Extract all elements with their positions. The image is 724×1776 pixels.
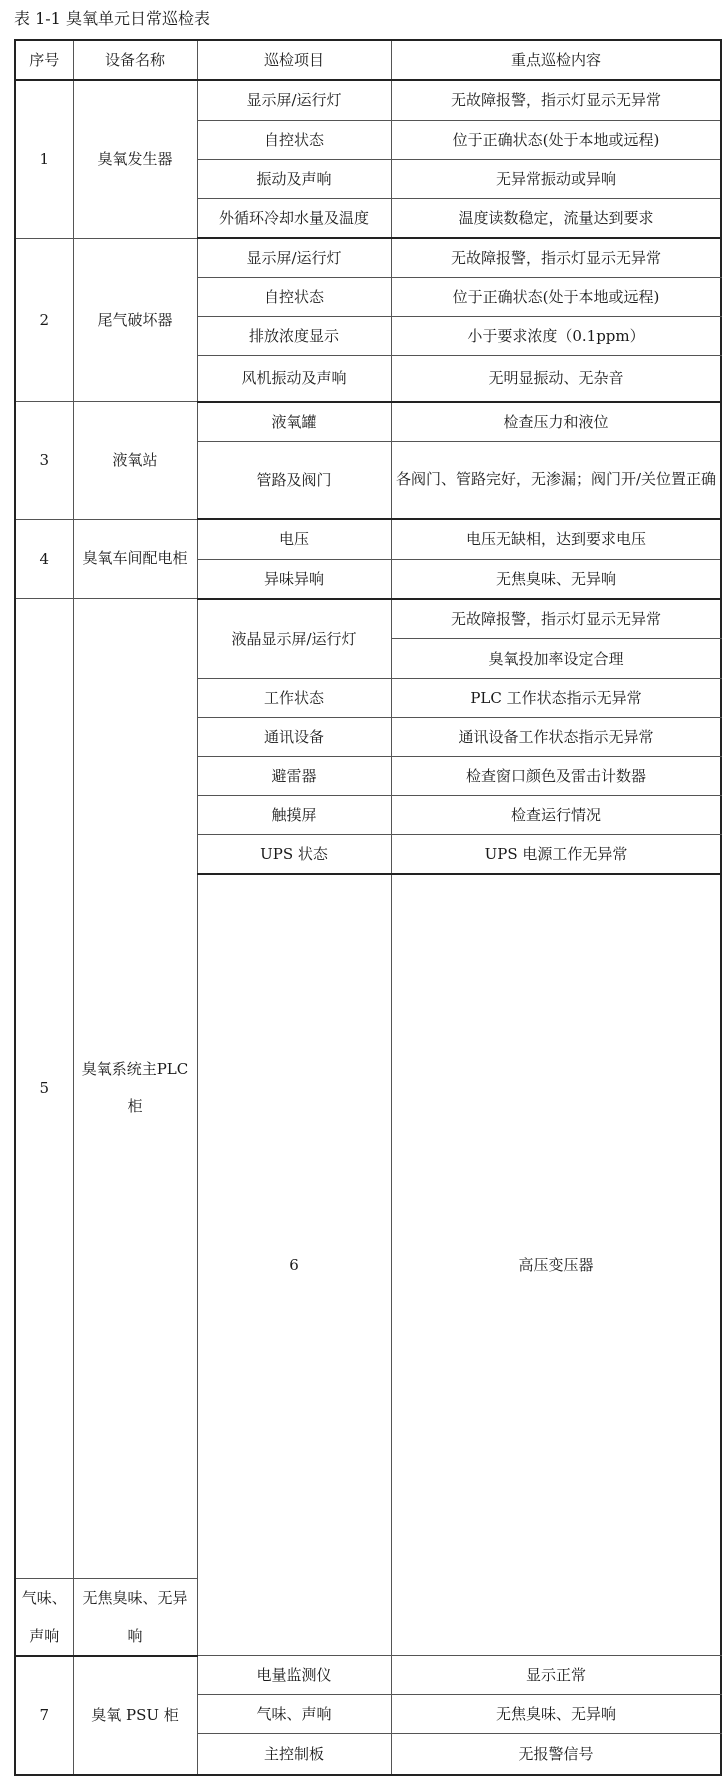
- inspection-content: 检查运行情况: [391, 796, 721, 835]
- inspection-item: 风机振动及声响: [197, 356, 391, 402]
- inspection-item: 电压: [197, 519, 391, 559]
- inspection-item: 通讯设备: [197, 718, 391, 757]
- row-number: 7: [15, 1656, 73, 1775]
- row-number: 4: [15, 519, 73, 599]
- inspection-item: 避雷器: [197, 757, 391, 796]
- device-name: 臭氧车间配电柜: [73, 519, 197, 599]
- inspection-content: 无焦臭味、无异响: [391, 1695, 721, 1734]
- header-row: [15, 40, 721, 80]
- inspection-content: 臭氧投加率设定合理: [391, 639, 721, 679]
- inspection-item: 显示屏/运行灯: [197, 238, 391, 278]
- row-number: 2: [15, 238, 73, 402]
- inspection-content: 小于要求浓度（0.1ppm）: [391, 317, 721, 356]
- inspection-item: 气味、声响: [15, 1578, 73, 1656]
- header-content: 重点巡检内容: [391, 40, 721, 80]
- inspection-item: UPS 状态: [197, 835, 391, 875]
- inspection-item: 振动及声响: [197, 159, 391, 198]
- inspection-item: 液氧罐: [197, 402, 391, 442]
- inspection-item: 触摸屏: [197, 796, 391, 835]
- inspection-item: 排放浓度显示: [197, 317, 391, 356]
- inspection-item: 电量监测仪: [197, 1656, 391, 1695]
- device-name: 高压变压器: [391, 874, 721, 1656]
- inspection-item: 液晶显示屏/运行灯: [197, 599, 391, 679]
- table-row: [15, 519, 721, 559]
- inspection-content: 通讯设备工作状态指示无异常: [391, 718, 721, 757]
- row-number: 6: [197, 874, 391, 1656]
- inspection-content: 电压无缺相，达到要求电压: [391, 519, 721, 559]
- device-name: 液氧站: [73, 402, 197, 520]
- table-row: [15, 80, 721, 120]
- inspection-content: 温度读数稳定，流量达到要求: [391, 198, 721, 238]
- table-caption: 表 1-1 臭氧单元日常巡检表: [14, 9, 210, 28]
- device-name: 尾气破坏器: [73, 238, 197, 402]
- inspection-table: [14, 39, 722, 1776]
- inspection-item: 主控制板: [197, 1734, 391, 1775]
- row-number: 1: [15, 80, 73, 238]
- inspection-content: 各阀门、管路完好，无渗漏；阀门开/关位置正确: [391, 441, 721, 519]
- table-row: [15, 238, 721, 278]
- inspection-content: 无报警信号: [391, 1734, 721, 1775]
- inspection-item: 管路及阀门: [197, 441, 391, 519]
- inspection-content: UPS 电源工作无异常: [391, 835, 721, 875]
- header-no: 序号: [15, 40, 73, 80]
- inspection-content: 检查压力和液位: [391, 402, 721, 442]
- inspection-content: 无焦臭味、无异响: [391, 559, 721, 599]
- header-device: 设备名称: [73, 40, 197, 80]
- inspection-content: 检查窗口颜色及雷击计数器: [391, 757, 721, 796]
- inspection-content: 无故障报警，指示灯显示无异常: [391, 80, 721, 120]
- inspection-content: 无异常振动或异响: [391, 159, 721, 198]
- inspection-content: 无焦臭味、无异响: [73, 1578, 197, 1656]
- inspection-content: 无故障报警，指示灯显示无异常: [391, 238, 721, 278]
- inspection-item: 异味异响: [197, 559, 391, 599]
- inspection-content: 无明显振动、无杂音: [391, 356, 721, 402]
- table-row: [15, 599, 721, 639]
- inspection-content: 位于正确状态(处于本地或远程): [391, 278, 721, 317]
- inspection-content: 显示正常: [391, 1656, 721, 1695]
- device-name: 臭氧系统主PLC柜: [73, 599, 197, 1579]
- header-item: 巡检项目: [197, 40, 391, 80]
- inspection-content: 位于正确状态(处于本地或远程): [391, 120, 721, 159]
- inspection-item: 工作状态: [197, 679, 391, 718]
- row-number: 3: [15, 402, 73, 520]
- device-name: 臭氧 PSU 柜: [73, 1656, 197, 1775]
- device-name: 臭氧发生器: [73, 80, 197, 238]
- table-row: [15, 402, 721, 442]
- inspection-content: 无故障报警，指示灯显示无异常: [391, 599, 721, 639]
- inspection-item: 外循环冷却水量及温度: [197, 198, 391, 238]
- inspection-item: 气味、声响: [197, 1695, 391, 1734]
- row-number: 5: [15, 599, 73, 1579]
- inspection-item: 自控状态: [197, 278, 391, 317]
- inspection-item: 显示屏/运行灯: [197, 80, 391, 120]
- table-row: [15, 1656, 721, 1695]
- inspection-content: PLC 工作状态指示无异常: [391, 679, 721, 718]
- inspection-item: 自控状态: [197, 120, 391, 159]
